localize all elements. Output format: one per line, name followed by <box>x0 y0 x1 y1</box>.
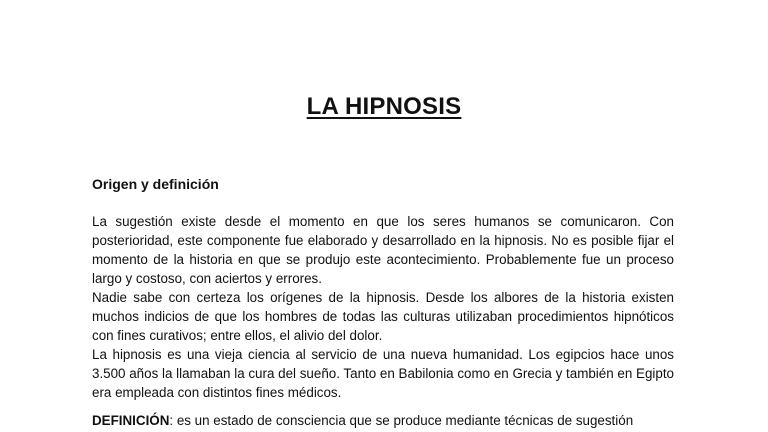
document-title: LA HIPNOSIS <box>306 93 462 120</box>
definition-term: DEFINICIÓN <box>92 413 170 428</box>
definition-paragraph <box>92 411 674 430</box>
definition-text: : es un estado de consciencia que se produce mediante técnicas de sugestión <box>169 413 634 428</box>
paragraph: Nadie sabe con certeza los orígenes de la hipnosis. Desde los albores de la historia existen muchos indicios de que los hombres de todas las culturas utilizaban procedimientos hipnóticos con fines curativos; entre ellos, el alivio del dolor. <box>92 290 674 343</box>
paragraph: La hipnosis es una vieja ciencia al servicio de una nueva humanidad. Los egipcios hace unos 3.500 años la llamaban la cura del sueño. Tanto en Babilonia como en Grecia y también en Egipto era empleada con distintos fines médicos. <box>92 347 674 400</box>
paragraph: La sugestión existe desde el momento en que los seres humanos se comunicaron. Con posterioridad, este componente fue elaborado y desarrollado en la hipnosis. No es posible fijar el momento de la historia en que se produjo este acontecimiento. Probablemente fue un proceso largo y costoso, con aciertos y errores. <box>92 214 674 286</box>
section-heading: Origen y definición <box>92 176 219 192</box>
